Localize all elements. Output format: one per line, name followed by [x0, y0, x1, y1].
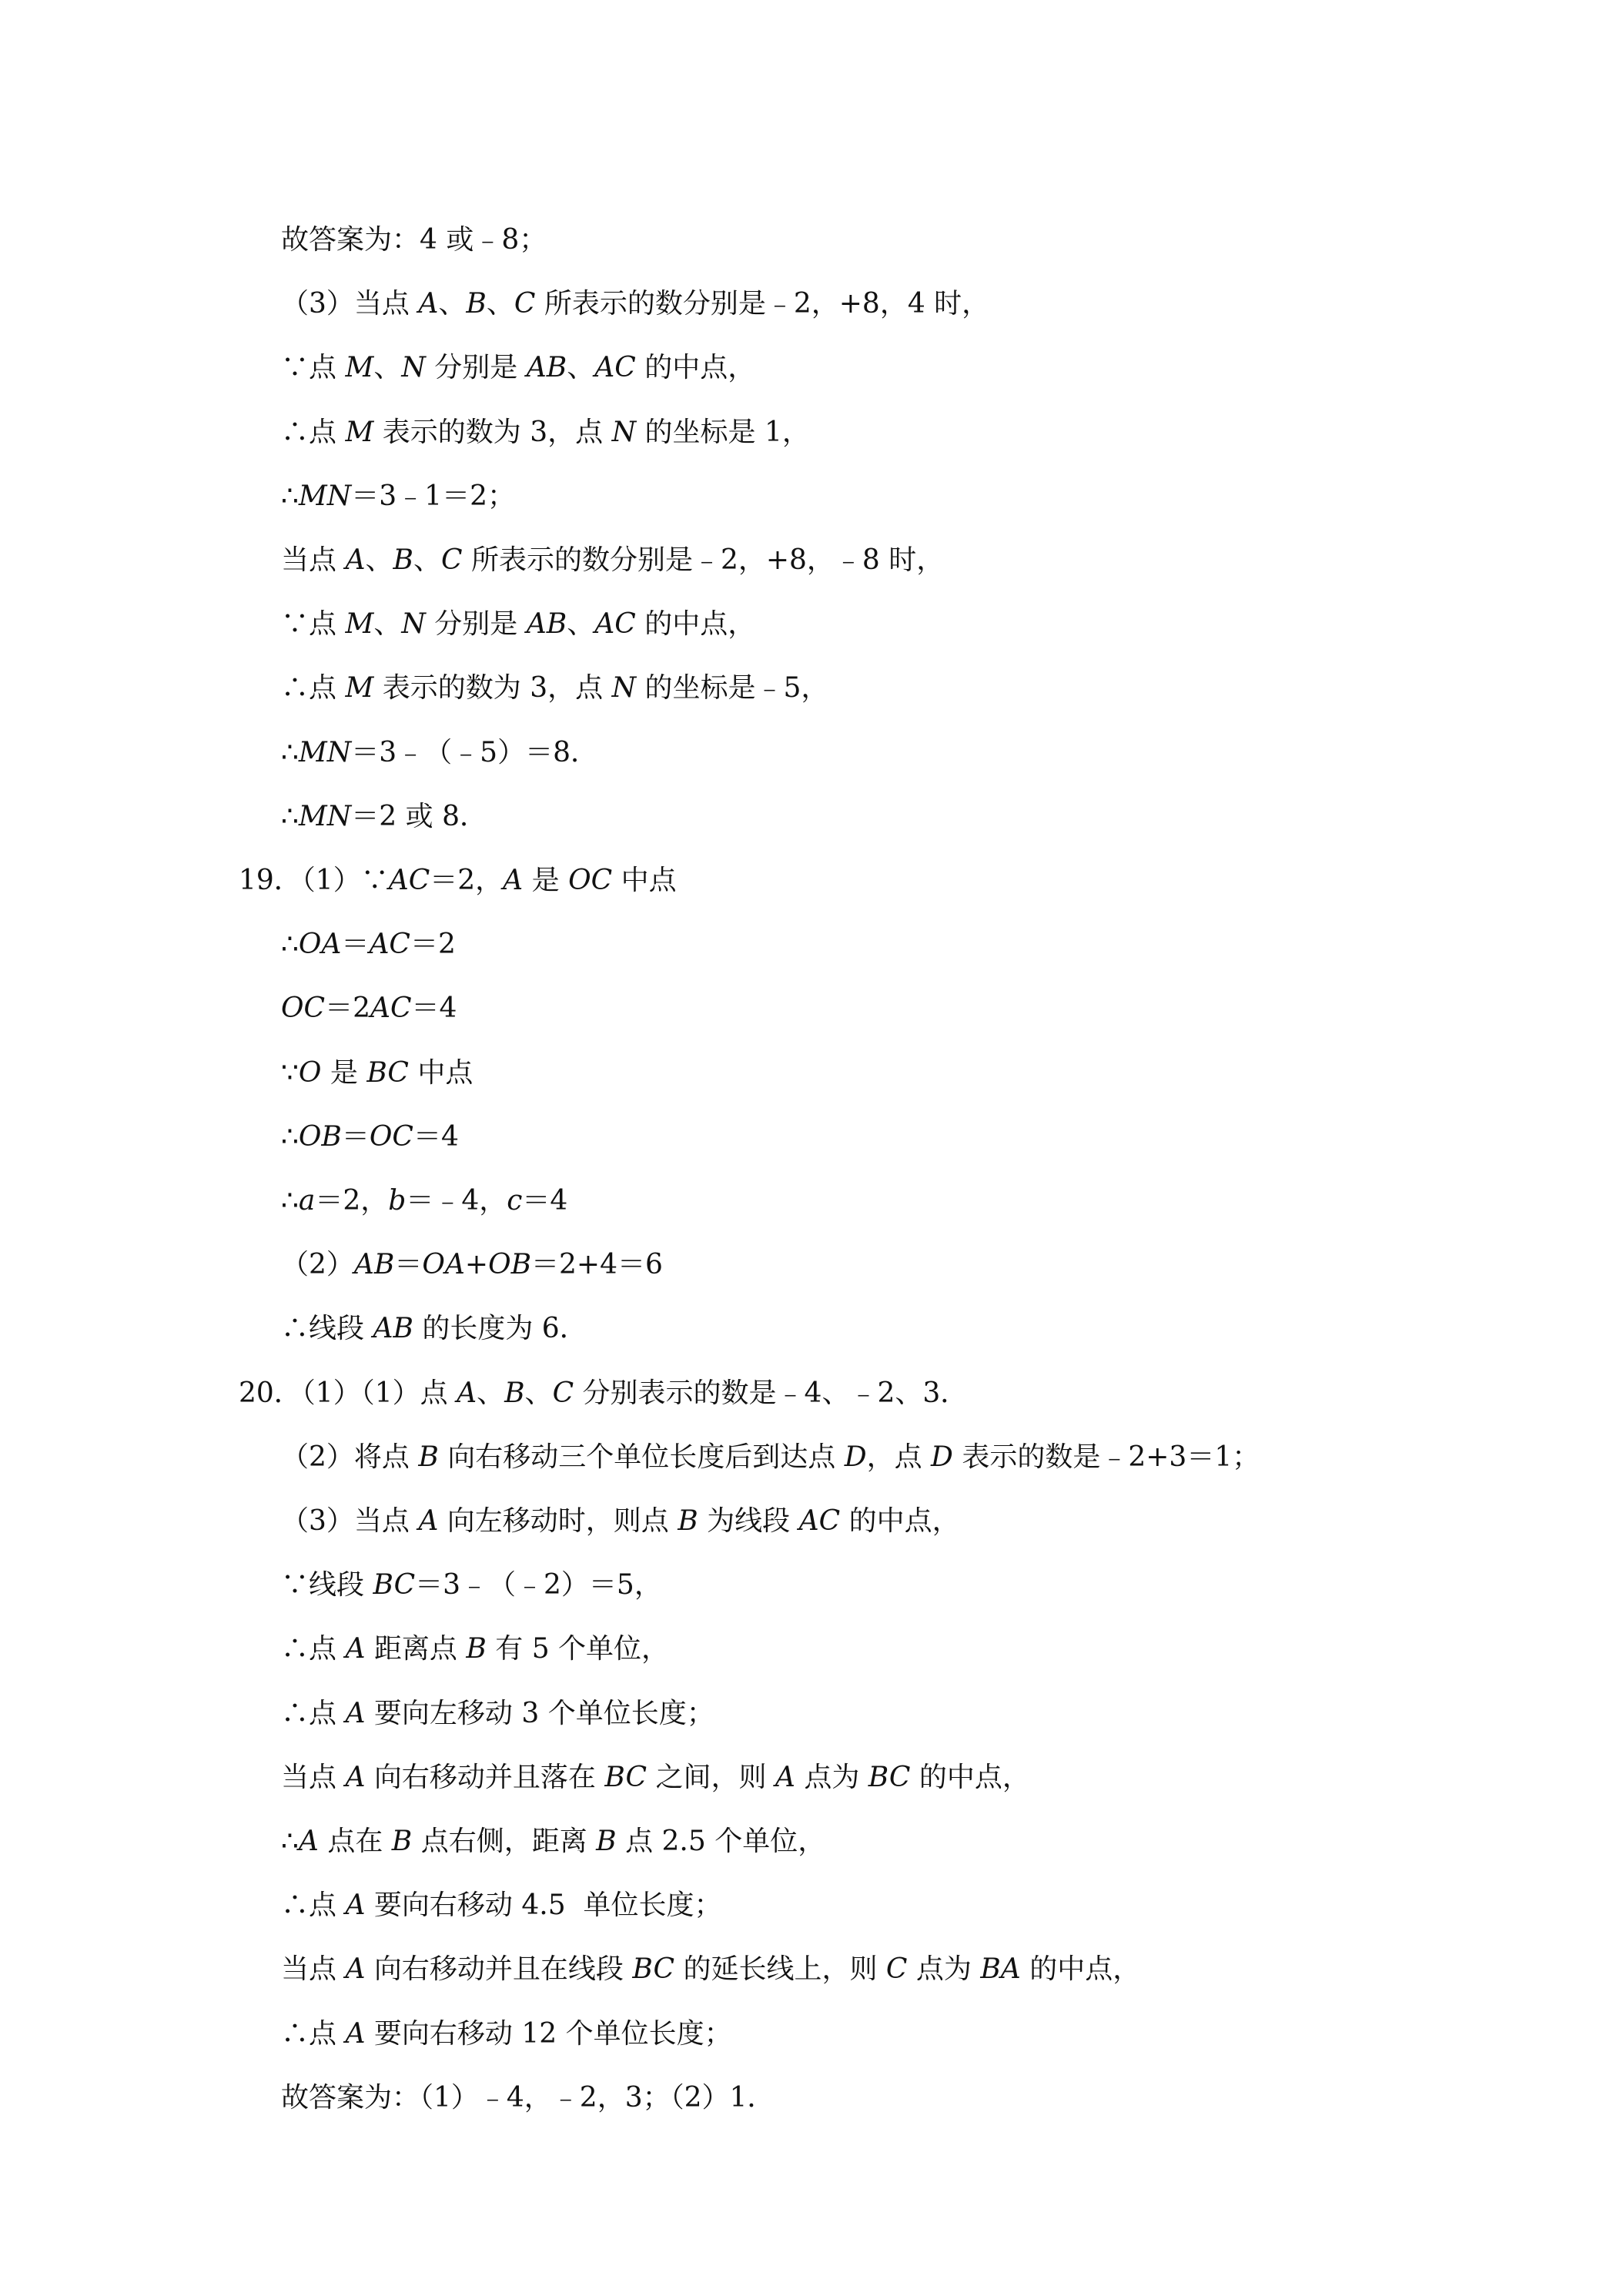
text-run: 向右移动三个单位长度后到达点	[438, 1441, 845, 1473]
text-run: ＝4	[411, 992, 457, 1024]
question-number-line	[239, 864, 677, 898]
text-run: ∵点	[281, 608, 346, 640]
math-variable: A	[298, 1826, 319, 1857]
text-run: 向左移动时，则点	[438, 1505, 678, 1537]
solution-line	[281, 1056, 473, 1090]
text-run: 、	[486, 288, 514, 320]
math-variable: C	[440, 544, 463, 576]
text-run: 表示的数为 3，点	[373, 672, 612, 704]
text-run: 的中点，	[635, 608, 756, 640]
text-run: ∴点	[281, 1633, 346, 1665]
math-variable: AB	[526, 608, 567, 640]
math-variable: OB	[298, 1121, 342, 1153]
text-run: 所表示的数分别是﹣2，+8，﹣8 时，	[462, 544, 945, 576]
math-variable: B	[678, 1505, 698, 1537]
math-variable: OA	[298, 929, 342, 960]
math-variable: AC	[594, 352, 636, 383]
solution-line	[281, 1248, 663, 1282]
solution-line	[281, 736, 598, 770]
math-variable: OC	[369, 1121, 413, 1153]
text-run: 的中点，	[840, 1505, 960, 1537]
text-run: 距离点	[365, 1633, 467, 1665]
text-run: 当点	[281, 544, 346, 576]
text-run: ＝4	[413, 1121, 459, 1153]
text-run: ＝3﹣1＝2；	[351, 480, 515, 512]
text-run: ∵线段	[281, 1569, 373, 1601]
text-run: 的中点，	[635, 352, 756, 383]
text-run: 的长度为 6．	[413, 1313, 587, 1344]
text-run: 、	[365, 544, 393, 576]
solution-line	[281, 1889, 721, 1923]
solution-line	[281, 607, 755, 641]
text-run: ＝3﹣（﹣5）＝8．	[351, 737, 598, 768]
text-run: ＝2 或 8．	[351, 801, 487, 832]
solution-line	[281, 1825, 825, 1859]
text-run: 为线段	[698, 1505, 799, 1537]
math-variable: AC	[798, 1505, 841, 1537]
solution-line	[281, 1697, 714, 1731]
math-variable: M	[345, 417, 374, 448]
text-run: 要向右移动 4.5 单位长度；	[365, 1889, 722, 1921]
solution-line	[281, 351, 755, 385]
math-variable: B	[391, 1826, 413, 1857]
solution-line	[281, 1953, 1140, 1986]
solution-line	[281, 1312, 587, 1346]
math-variable: D	[931, 1441, 953, 1473]
math-variable: A	[345, 1762, 366, 1793]
math-variable: A	[345, 544, 366, 576]
text-run: ＝2	[325, 992, 370, 1024]
solution-line	[281, 1632, 669, 1666]
math-variable: a	[298, 1185, 316, 1217]
math-variable: M	[345, 352, 374, 383]
solution-line	[281, 800, 487, 834]
math-variable: N	[611, 417, 637, 448]
text-run: 点右侧，距离	[412, 1826, 597, 1857]
text-run: ＝	[341, 1121, 370, 1153]
text-run: 、	[438, 288, 467, 320]
math-variable: B	[596, 1826, 617, 1857]
text-run: ∴	[281, 737, 299, 768]
solution-line	[281, 1441, 1260, 1474]
math-variable: BC	[868, 1762, 911, 1793]
text-run: 的坐标是 1，	[636, 417, 810, 448]
math-variable: BC	[366, 1057, 409, 1089]
math-variable: A	[418, 1505, 439, 1537]
text-run: 之间，则	[647, 1762, 775, 1793]
solution-line	[281, 223, 547, 257]
math-variable: BC	[373, 1569, 416, 1601]
text-run: ＝4	[522, 1185, 568, 1217]
math-variable: A	[418, 288, 439, 320]
text-run: ＝2+4＝6	[531, 1249, 663, 1280]
math-variable: BA	[980, 1953, 1021, 1985]
math-variable: O	[298, 1057, 322, 1089]
text-run: 、	[413, 544, 441, 576]
text-run: 的延长线上，则	[674, 1953, 886, 1985]
text-run: 中点	[612, 865, 677, 896]
text-run: ＝2，	[430, 865, 504, 896]
text-run: ∴线段	[281, 1313, 373, 1344]
text-run: ∴点	[281, 1698, 346, 1729]
math-variable: BC	[632, 1953, 675, 1985]
solution-line	[281, 480, 515, 514]
text-run: 、	[567, 608, 595, 640]
text-run: ∴点	[281, 417, 346, 448]
text-run: 当点	[281, 1953, 346, 1985]
math-variable: B	[393, 544, 413, 576]
text-run: 分别是	[425, 608, 527, 640]
text-run: 有 5 个单位，	[486, 1633, 670, 1665]
text-run: ＝3﹣（﹣2）＝5，	[415, 1569, 662, 1601]
text-run: 点 2.5 个单位，	[616, 1826, 826, 1857]
solution-line	[281, 1761, 1030, 1795]
text-run: 、	[373, 352, 402, 383]
solution-line	[281, 2081, 775, 2115]
math-variable: N	[401, 352, 426, 383]
text-run: 表示的数是﹣2+3＝1；	[952, 1441, 1260, 1473]
question-number-line	[239, 1377, 968, 1411]
math-variable: A	[345, 2018, 366, 2050]
math-variable: AC	[594, 608, 636, 640]
math-variable: OC	[568, 865, 613, 896]
math-variable: MN	[298, 480, 352, 512]
text-run: ∴	[281, 1185, 299, 1217]
math-variable: B	[418, 1441, 439, 1473]
text-run: 向右移动并且在线段	[365, 1953, 633, 1985]
math-variable: AC	[370, 992, 412, 1024]
solution-line	[281, 1120, 459, 1154]
math-variable: A	[345, 1698, 366, 1729]
text-run: 分别表示的数是﹣4、﹣2、3．	[574, 1377, 969, 1409]
text-run: 点为	[795, 1762, 868, 1793]
text-run: ∴点	[281, 2018, 346, 2050]
math-variable: D	[844, 1441, 867, 1473]
math-variable: OC	[281, 992, 326, 1024]
math-variable: B	[466, 1633, 487, 1665]
text-run: 故答案为：（1）﹣4，﹣2，3；（2）1．	[281, 2082, 775, 2114]
text-run: ∵	[281, 1057, 299, 1089]
solution-line	[281, 2017, 732, 2051]
solution-line	[281, 928, 456, 962]
text-run: 故答案为：4 或﹣8；	[281, 224, 547, 256]
text-run: ∴	[281, 1121, 299, 1153]
text-run: 、	[567, 352, 595, 383]
text-run: ∴点	[281, 1889, 346, 1921]
math-variable: AC	[369, 929, 410, 960]
text-run: ＝2	[410, 929, 456, 960]
math-variable: MN	[298, 737, 352, 768]
text-run: ∴	[281, 929, 299, 960]
text-run: ∴	[281, 1826, 299, 1857]
solution-line	[281, 544, 944, 577]
math-variable: C	[885, 1953, 908, 1985]
text-run: 点为	[907, 1953, 981, 1985]
solution-line	[281, 1504, 960, 1538]
text-run: 所表示的数分别是﹣2，+8，4 时，	[535, 288, 990, 320]
math-variable: C	[552, 1377, 574, 1409]
text-run: ∵点	[281, 352, 346, 383]
math-variable: N	[611, 672, 637, 704]
math-variable: AB	[526, 352, 567, 383]
text-run: （2）	[281, 1249, 354, 1280]
text-run: 要向右移动 12 个单位长度；	[365, 2018, 732, 2050]
math-variable: AB	[353, 1249, 395, 1280]
solution-line	[281, 416, 810, 450]
math-variable: A	[457, 1377, 477, 1409]
math-variable: A	[345, 1953, 366, 1985]
math-variable: AC	[388, 865, 430, 896]
math-variable: A	[345, 1633, 366, 1665]
math-variable: M	[345, 672, 374, 704]
math-variable: OA	[422, 1249, 465, 1280]
text-run: 表示的数为 3，点	[373, 417, 612, 448]
text-run: 的中点，	[910, 1762, 1030, 1793]
text-run: ＝	[394, 1249, 423, 1280]
math-variable: OB	[488, 1249, 532, 1280]
text-run: 、	[524, 1377, 553, 1409]
solution-line	[281, 1568, 662, 1602]
text-run: ，点	[866, 1441, 932, 1473]
math-variable: b	[388, 1185, 407, 1217]
math-variable: MN	[298, 801, 352, 832]
text-run: 的中点，	[1020, 1953, 1141, 1985]
math-variable: A	[503, 865, 524, 896]
math-variable: M	[345, 608, 374, 640]
text-run: 是	[321, 1057, 367, 1089]
text-run: 当点	[281, 1762, 346, 1793]
text-run: （3）当点	[281, 1505, 419, 1537]
text-run: （2）将点	[281, 1441, 419, 1473]
text-run: 中点	[408, 1057, 474, 1089]
text-run: +	[464, 1249, 489, 1280]
text-run: ∴	[281, 801, 299, 832]
math-variable: c	[507, 1185, 523, 1217]
text-run: 的坐标是﹣5，	[636, 672, 829, 704]
math-variable: AB	[373, 1313, 413, 1344]
math-variable: B	[504, 1377, 525, 1409]
math-variable: A	[345, 1889, 366, 1921]
text-run: ∴	[281, 480, 299, 512]
text-run: 19．（1）∵	[239, 865, 389, 896]
text-run: ＝	[341, 929, 370, 960]
text-run: ＝﹣4，	[406, 1185, 507, 1217]
solution-line	[281, 287, 989, 321]
text-run: ＝2，	[315, 1185, 389, 1217]
solution-line	[281, 671, 828, 705]
text-run: 向右移动并且落在	[365, 1762, 605, 1793]
math-variable: A	[775, 1762, 795, 1793]
text-run: 、	[373, 608, 402, 640]
math-variable: N	[401, 608, 426, 640]
solution-line	[281, 1184, 567, 1218]
text-run: 、	[477, 1377, 505, 1409]
math-variable: C	[514, 288, 536, 320]
text-run: 要向左移动 3 个单位长度；	[365, 1698, 714, 1729]
text-run: 是	[523, 865, 569, 896]
text-run: ∴点	[281, 672, 346, 704]
solution-line	[281, 992, 457, 1026]
text-run: 点在	[318, 1826, 392, 1857]
math-variable: BC	[604, 1762, 648, 1793]
text-run: 分别是	[425, 352, 527, 383]
math-variable: B	[466, 288, 487, 320]
text-run: （3）当点	[281, 288, 419, 320]
text-run: 20．（1）（1）点	[239, 1377, 457, 1409]
